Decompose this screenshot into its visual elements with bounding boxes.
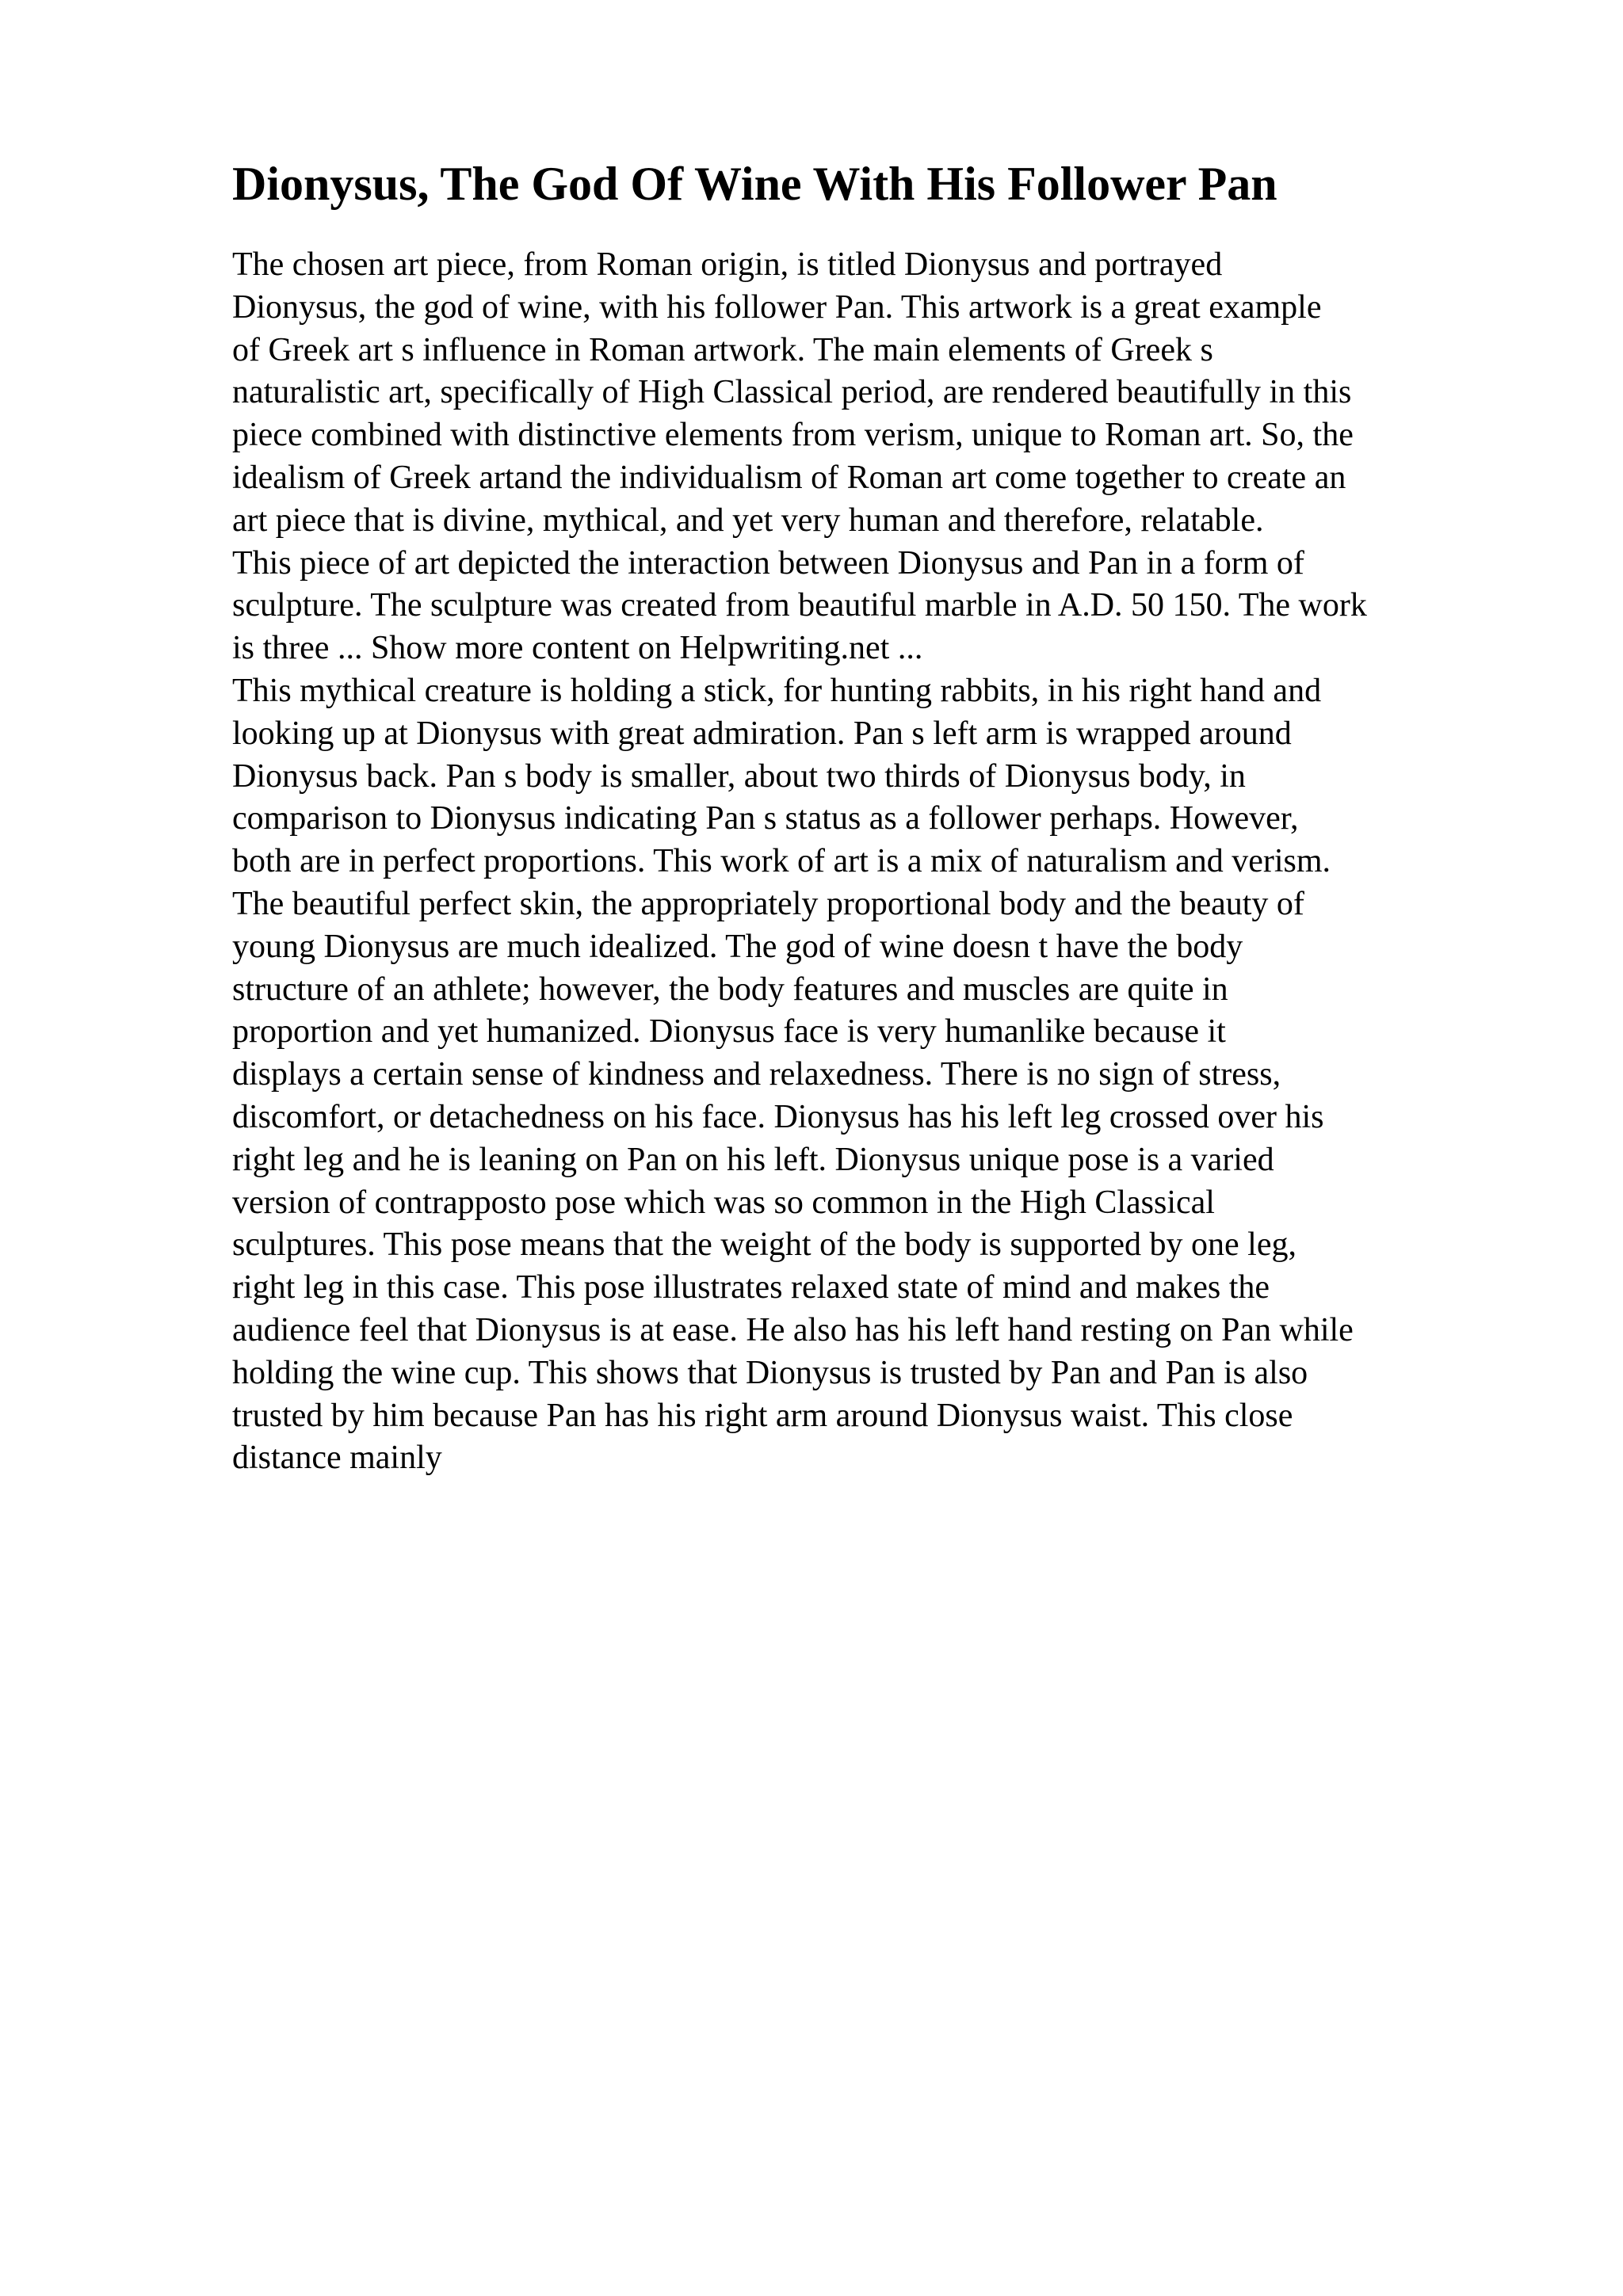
body-line: right leg and he is leaning on Pan on his left. Dionysus unique pose is a varied xyxy=(232,1141,1274,1178)
body-line: audience feel that Dionysus is at ease. He also has his left hand resting on Pan while xyxy=(232,1311,1354,1348)
body-line: displays a certain sense of kindness and relaxedness. There is no sign of stress, xyxy=(232,1056,1281,1093)
body-line: trusted by him because Pan has his right arm around Dionysus waist. This close xyxy=(232,1397,1293,1434)
body-line: proportion and yet humanized. Dionysus face is very humanlike because it xyxy=(232,1013,1226,1051)
body-line: art piece that is divine, mythical, and yet very human and therefore, relatable. xyxy=(232,502,1264,539)
body-line: distance mainly xyxy=(232,1440,442,1477)
document-title: Dionysus, The God Of Wine With His Follower Pan xyxy=(232,158,1277,210)
body-line: version of contrapposto pose which was so common in the High Classical xyxy=(232,1184,1215,1221)
body-line: of Greek art s influence in Roman artwork. The main elements of Greek s xyxy=(232,331,1213,368)
body-line: comparison to Dionysus indicating Pan s status as a follower perhaps. However, xyxy=(232,800,1299,837)
body-line: structure of an athlete; however, the body features and muscles are quite in xyxy=(232,971,1228,1008)
document-body xyxy=(232,244,1595,1480)
body-line: young Dionysus are much idealized. The god of wine doesn t have the body xyxy=(232,928,1243,965)
body-line: Dionysus back. Pan s body is smaller, about two thirds of Dionysus body, in xyxy=(232,757,1246,795)
body-line: This piece of art depicted the interaction between Dionysus and Pan in a form of xyxy=(232,544,1304,582)
body-line: sculpture. The sculpture was created from beautiful marble in A.D. 50 150. The work xyxy=(232,587,1367,624)
body-line: The chosen art piece, from Roman origin, is titled Dionysus and portrayed xyxy=(232,246,1223,283)
body-line: Dionysus, the god of wine, with his follower Pan. This artwork is a great example xyxy=(232,288,1322,326)
body-line: idealism of Greek artand the individualism of Roman art come together to create an xyxy=(232,459,1346,496)
body-line: holding the wine cup. This shows that Dionysus is trusted by Pan and Pan is also xyxy=(232,1354,1308,1391)
body-line: piece combined with distinctive elements from verism, unique to Roman art. So, the xyxy=(232,417,1354,454)
body-line: is three ... Show more content on Helpwriting.net ... xyxy=(232,630,923,667)
body-line: discomfort, or detachedness on his face. Dionysus has his left leg crossed over his xyxy=(232,1098,1324,1135)
body-line: sculptures. This pose means that the weight of the body is supported by one leg, xyxy=(232,1226,1296,1264)
body-line: The beautiful perfect skin, the appropriately proportional body and the beauty of xyxy=(232,885,1304,922)
body-line: looking up at Dionysus with great admiration. Pan s left arm is wrapped around xyxy=(232,715,1292,752)
body-line: naturalistic art, specifically of High Classical period, are rendered beautifully in this xyxy=(232,374,1352,411)
body-line: This mythical creature is holding a stick, for hunting rabbits, in his right hand and xyxy=(232,672,1322,709)
body-line: both are in perfect proportions. This work of art is a mix of naturalism and verism. xyxy=(232,843,1331,880)
body-line: right leg in this case. This pose illustrates relaxed state of mind and makes the xyxy=(232,1269,1270,1306)
